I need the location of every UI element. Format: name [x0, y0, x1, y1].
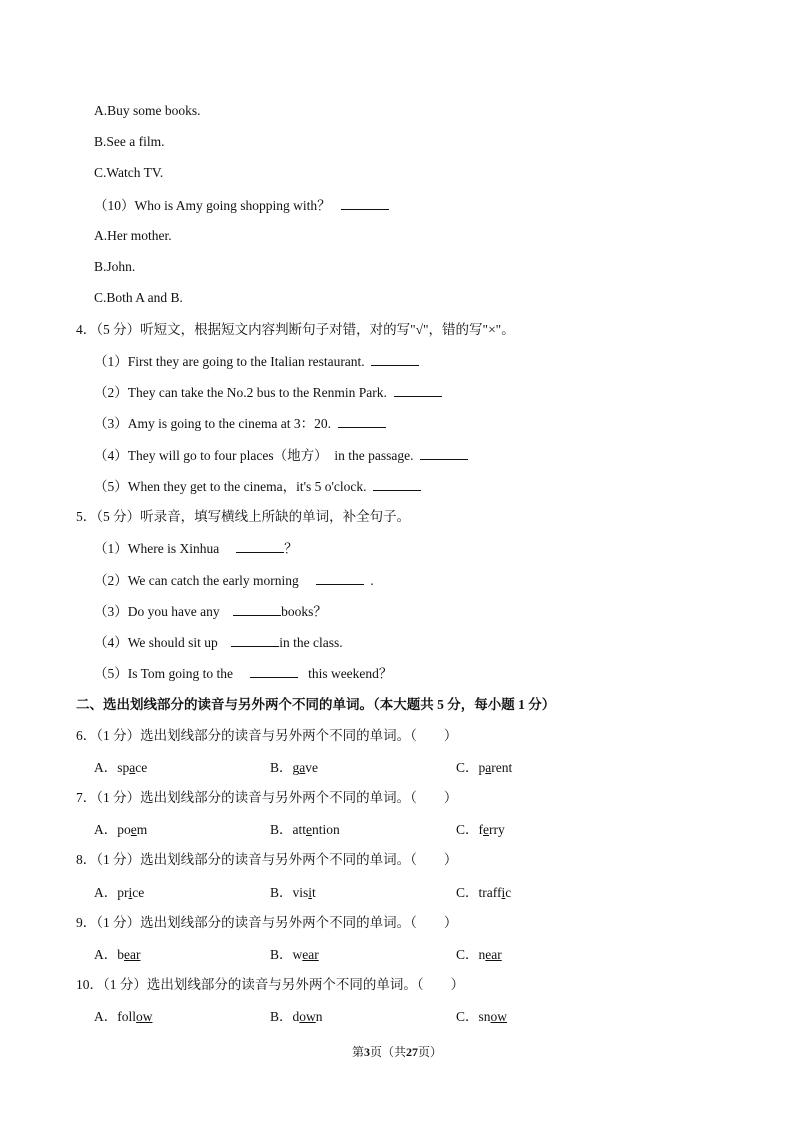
- question-6-option-b: [270, 760, 318, 776]
- answer-blank: [373, 478, 421, 491]
- question-4-item-text: （5）When they get to the cinema，it's 5 o'clock.: [94, 479, 367, 494]
- word-part: rent: [491, 760, 513, 775]
- word-part: f: [478, 822, 484, 837]
- question-9-option-b: [270, 947, 319, 963]
- question-8-stem: 8．（1 分）选出划线部分的读音与另外两个不同的单词。（ ）: [76, 852, 458, 867]
- question-10: [94, 197, 389, 214]
- question-4-item: [94, 415, 386, 432]
- word-part: ce: [132, 885, 145, 900]
- question-5-item: [94, 603, 327, 620]
- item-text-end: books？: [281, 604, 327, 619]
- question-5-item: [94, 572, 374, 589]
- word-part: foll: [117, 1009, 136, 1024]
- option-label: B．: [270, 885, 293, 900]
- answer-blank: [371, 353, 419, 366]
- question-9-option-a: [94, 947, 140, 963]
- footer-text: 页）: [418, 1045, 443, 1059]
- section-2-title: 二、选出划线部分的读音与另外两个不同的单词。（本大题共 5 分，每小题 1 分）: [76, 697, 556, 712]
- underlined-part: ear: [302, 947, 319, 962]
- item-text: （2）We can catch the early morning: [94, 573, 299, 588]
- question-7-option-a: [94, 822, 147, 838]
- question-4-item-text: （1）First they are going to the Italian restaurant.: [94, 354, 365, 369]
- underlined-part: ow: [299, 1009, 316, 1024]
- underlined-part: i: [501, 885, 506, 900]
- question-4-item: [94, 478, 421, 495]
- question-10-option-c: [456, 1009, 507, 1025]
- option-label: A．: [94, 947, 118, 962]
- answer-blank: [236, 540, 284, 553]
- question-8-option-a: [94, 885, 144, 901]
- item-text: （4）We should sit up: [94, 635, 218, 650]
- word-part: sn: [478, 1009, 491, 1024]
- option-label: A．: [94, 1009, 118, 1024]
- question-5-item: [94, 665, 392, 682]
- word-part: ntion: [312, 822, 340, 837]
- option-label: C．: [456, 947, 479, 962]
- option-label: C．: [456, 885, 479, 900]
- word-part: g: [292, 760, 300, 775]
- option-label: B．: [270, 947, 293, 962]
- underlined-part: ear: [485, 947, 502, 962]
- answer-blank: [420, 447, 468, 460]
- option-label: B．: [270, 822, 293, 837]
- question-4-item-text: （4）They will go to four places（地方） in the passage.: [94, 448, 414, 463]
- question-7-stem: 7．（1 分）选出划线部分的读音与另外两个不同的单词。（ ）: [76, 790, 458, 805]
- underlined-part: i: [308, 885, 313, 900]
- question-5-title: 5．（5 分）听录音，填写横线上所缺的单词，补全句子。: [76, 509, 411, 524]
- underlined-part: e: [483, 822, 490, 837]
- underlined-part: ear: [124, 947, 141, 962]
- item-text: （1）Where is Xinhua: [94, 541, 220, 556]
- question-8-option-b: [270, 885, 316, 901]
- word-part: pr: [117, 885, 129, 900]
- question-6-stem: 6．（1 分）选出划线部分的读音与另外两个不同的单词。（ ）: [76, 728, 458, 743]
- question-4-item-text: （2）They can take the No.2 bus to the Renmin Park.: [94, 385, 387, 400]
- underlined-part: a: [129, 760, 136, 775]
- answer-blank: [338, 415, 386, 428]
- underlined-part: i: [128, 885, 133, 900]
- word-part: n: [478, 947, 486, 962]
- option-label: C．: [456, 822, 479, 837]
- option-label: B．: [270, 760, 293, 775]
- page-number: 3: [363, 1045, 370, 1059]
- word-part: w: [292, 947, 303, 962]
- answer-blank: [394, 384, 442, 397]
- word-part: sp: [117, 760, 130, 775]
- question-10-text: （10）Who is Amy going shopping with？: [94, 198, 331, 213]
- option-label: C．: [456, 1009, 479, 1024]
- question-4-title: 4．（5 分）听短文，根据短文内容判断句子对错，对的写"√"，错的写"×"。: [76, 322, 515, 337]
- question-6-option-a: [94, 760, 147, 776]
- question-7-option-b: [270, 822, 340, 838]
- question-4-item: [94, 384, 442, 401]
- answer-blank: [341, 197, 389, 210]
- underlined-part: ow: [490, 1009, 508, 1024]
- word-part: d: [292, 1009, 300, 1024]
- item-text: （3）Do you have any: [94, 604, 220, 619]
- question-10-option-b: [270, 1009, 323, 1025]
- option-b: B.See a film.: [94, 134, 165, 149]
- question-6-option-c: [456, 760, 512, 776]
- option-label: A．: [94, 885, 118, 900]
- word-part: po: [117, 822, 131, 837]
- question-4-item: [94, 447, 468, 464]
- item-text: （5）Is Tom going to the: [94, 666, 234, 681]
- word-part: ce: [135, 760, 148, 775]
- option-label: A．: [94, 760, 118, 775]
- question-7-option-c: [456, 822, 505, 838]
- word-part: b: [117, 947, 124, 962]
- word-part: att: [292, 822, 307, 837]
- word-part: rry: [489, 822, 505, 837]
- question-4-item-text: （3）Amy is going to the cinema at 3：20.: [94, 416, 331, 431]
- word-part: m: [136, 822, 148, 837]
- word-part: n: [315, 1009, 323, 1024]
- question-10-option-a: A.Her mother.: [94, 228, 172, 243]
- word-part: p: [478, 760, 486, 775]
- total-pages: 27: [406, 1045, 418, 1059]
- word-part: traff: [478, 885, 502, 900]
- underlined-part: a: [485, 760, 492, 775]
- option-label: C．: [456, 760, 479, 775]
- question-5-item: [94, 540, 298, 557]
- item-text-end: in the class.: [279, 635, 343, 650]
- word-part: c: [505, 885, 512, 900]
- question-5-item: [94, 634, 343, 651]
- page-footer: [0, 1043, 794, 1060]
- answer-blank: [231, 634, 279, 647]
- footer-text: 第: [351, 1045, 364, 1059]
- option-c: C.Watch TV.: [94, 165, 164, 180]
- question-10-option-c: C.Both A and B.: [94, 290, 183, 305]
- option-label: B．: [270, 1009, 293, 1024]
- answer-blank: [250, 665, 298, 678]
- underlined-part: a: [299, 760, 306, 775]
- question-10-option-b: B.John.: [94, 259, 136, 274]
- underlined-part: ow: [136, 1009, 153, 1024]
- answer-blank: [233, 603, 281, 616]
- question-9-option-c: [456, 947, 502, 963]
- item-text-end: ？: [284, 541, 298, 556]
- option-a: A.Buy some books.: [94, 103, 201, 118]
- word-part: vis: [292, 885, 309, 900]
- item-text-end: this weekend？: [308, 666, 393, 681]
- word-part: t: [312, 885, 316, 900]
- option-label: A．: [94, 822, 118, 837]
- question-4-item: [94, 353, 419, 370]
- underlined-part: e: [306, 822, 313, 837]
- answer-blank: [316, 572, 364, 585]
- underlined-part: e: [130, 822, 137, 837]
- word-part: ve: [305, 760, 319, 775]
- question-9-stem: 9．（1 分）选出划线部分的读音与另外两个不同的单词。（ ）: [76, 915, 458, 930]
- question-10-option-a: [94, 1009, 153, 1025]
- footer-text: 页（共: [369, 1045, 406, 1059]
- question-10-stem: 10．（1 分）选出划线部分的读音与另外两个不同的单词。（ ）: [76, 977, 465, 992]
- question-8-option-c: [456, 885, 511, 901]
- item-text-end: .: [370, 573, 374, 588]
